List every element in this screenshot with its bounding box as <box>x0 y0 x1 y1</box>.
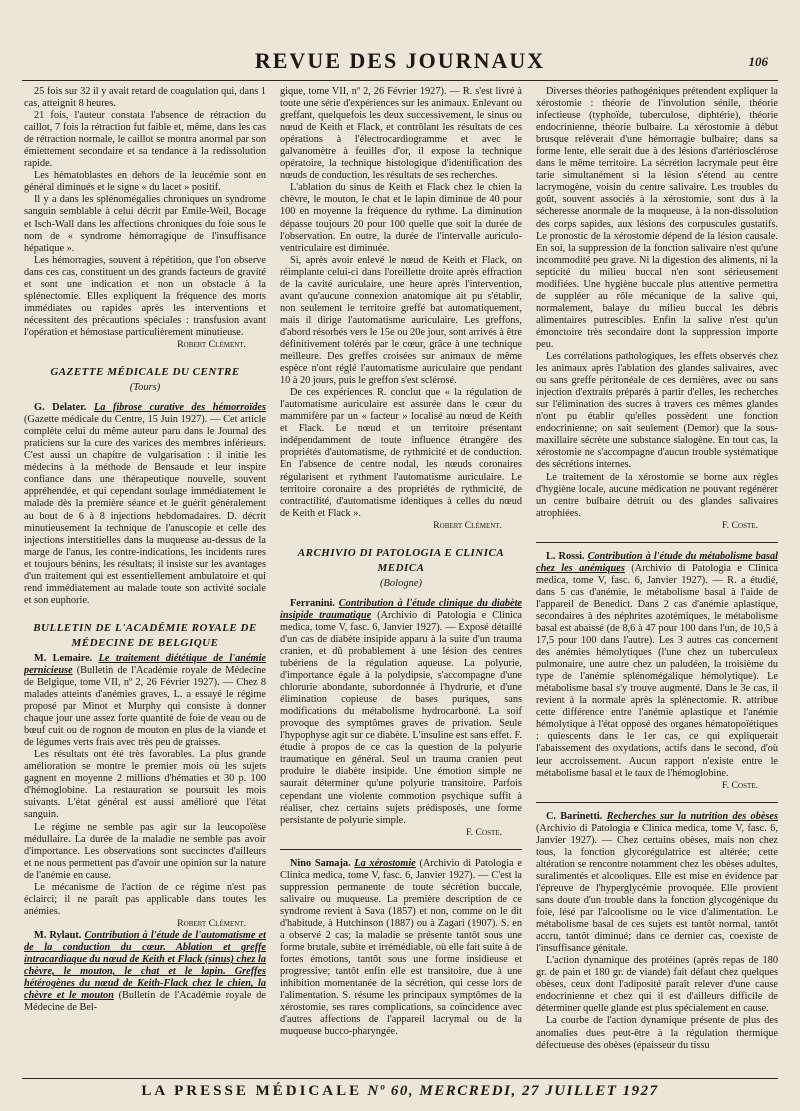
signature: Robert Clément. <box>177 338 246 350</box>
article-text: (Bulletin de l'Académie royale de Médecine de Belgique, tome VII, nº 2, 26 Février 1927). — Chez 8 malades atteints d'anémies graves, L. a essayé le régime proposé par Minot et Murphy qui consiste à donner chaque jour une assez forte quantité de foie de veau ou de bœuf cuit ou de rognon de mouton en plus de la viande et de légumes verts frais avec très peu de graisses. <box>24 664 266 749</box>
paragraph: gique, tome VII, nº 2, 26 Février 1927). — R. s'est livré à toute une série d'expériences sur les animaux. Enlevant ou greffant, quelquefois les deux successivement, le sinus ou nœud de Keith et Flack, et contrôlant les résultats de ces opérations à l'électrocardiogramme et avec le galvanomètre à feuilles d'or, il expose la technique opératoire, la technique histologique d'identification des nœuds de conduction, les résultats de ses recherches. <box>280 86 522 182</box>
paragraph: Le régime ne semble pas agir sur la leucopoïèse médullaire. La durée de la maladie ne semble pas avoir d'importance. Les observations sont succinctes d'ailleurs et ne nous permettent pas d'avoir une opinion sur la nature de l'anémie en cause. <box>24 821 266 881</box>
article-text: (Archivio di Patologia e Clinica medica, tome V, fasc. 6, Janvier 1927). — Chez certains obèses, mais non chez tous, la fonction glycorégulatrice est altérée; cette altération se rencontre notamment chez les obèses adultes, suralimentés et alcooliques. Elle est mise en évidence par l'épreuve de l'hyperglycémie provoquée. Elle provient sans doute d'un trouble dans la fonction glycogénique du foie, lésé par l'alcoolisme ou le vice d'alimentation. Le métabolisme basal de ces sujets est tantôt normal, tantôt accru, tantôt diminué; dans ce dernier cas, coexiste de l'insuffisance génitale. <box>536 822 778 955</box>
paragraph: Les corrélations pathologiques, les effets observés chez les animaux après l'ablation des glandes salivaires, avec ou sans greffe péritonéale de ces dernières, avec ou sans injection d'extraits préparés à partir d'elles, les recherches sur l'élimination des sucres à travers ces mêmes glandes n'ont pu établir qu'elles possèdent une fonction endocrinienne; on sait seulement (Demor) que la sous-maxillaire sécrète une substance sialogène. En tout cas, la xérostomie ne s'accompagne d'aucun trouble systématique des sécrétions internes. <box>536 351 778 471</box>
article-author: C. Barinetti. <box>546 810 603 822</box>
signature: F. Coste. <box>721 779 758 791</box>
article-text: (Archivio di Patologia e Clinica medica, tome V, fasc. 6, Janvier 1927). — R. a étudié, dans 5 cas d'anémie, le métabolisme basal à l'aide de l'appareil de Benedict. Dans 2 cas d'anémie aplastique, secondaires à des néphrites azotémiques, le métabolisme basal est abaissé (de 8,6 à 47 pour 100 dans l'un, de 10,5 à 17,5 pour 100 dans l'autre). Les 3 autres cas concernent des anémies hémolytiques (l'une chez un tuberculeux pulmonaire, une autre chez un paludéen, la troisième du type de l'anémie splénomégalique hémolytique). Le métabolisme basal s'y trouve augmenté. Dans le 3e cas, il revient à la normale après la splénectomie. R. attribue cette différence entre l'anémie aplastique et l'anémie hémolytique à l'état opposé des organes hématopoïétiques : quiescents dans le 1er cas, ce qui expliquerait l'abaissement des oxydations, actifs dans le second, d'où leur accroissement. Aucun rapport n'existe entre le métabolisme basal et le taux de l'hémoglobine. <box>536 562 778 779</box>
page-footer <box>0 1083 800 1100</box>
paragraph: 25 fois sur 32 il y avait retard de coagulation qui, dans 1 cas, atteignit 8 heures. <box>24 86 266 110</box>
article-text: (Archivio di Patologia e Clinica medica, tome V, fasc. 6, Janvier 1927). — C'est la suppression permanente de toute sécrétion buccale, salivaire ou muqueuse. La première description de ce syndrome revient à Sava (1857) et non, comme on le dit d'habitude, à Hutchinson (1887) ou à Zagari (1907). S. en a observé 2 cas; la maladie se présente tantôt sous une forme brutale, subite et irrémédiable, où elle fait suite à de fortes émotions, tantôt sous une forme insidieuse et progressive; tantôt enfin elle est transitoire, due à une inhibition momentanée de la sécrétion, qui cesse lors de l'alimentation. S. résume les principaux symptômes de la xérostomie, ses rares complications, sa coïncidence avec d'autres affections de l'appareil lacrymal ou de la muqueuse bucco-pharyngée. <box>280 857 522 1038</box>
article-title: Recherches sur la nutrition des obèses <box>606 810 778 822</box>
article-title: Contribution à l'étude du métabolisme basal chez les anémiques <box>536 550 778 574</box>
article-author: Ferranini. <box>290 597 335 609</box>
signature: F. Coste. <box>721 519 758 531</box>
article-author: Nino Samaja. <box>290 857 351 869</box>
article <box>280 858 522 1039</box>
article-author: G. Delater. <box>34 402 87 414</box>
article <box>536 811 778 956</box>
footer-issue: Nº 60, MERCREDI, 27 JUILLET 1927 <box>367 1083 659 1099</box>
article <box>24 930 266 1014</box>
footer-rule <box>22 1078 778 1079</box>
page-header <box>22 48 778 78</box>
paragraph: De ces expériences R. conclut que « la régulation de l'automatisme auriculaire est assurée dans le cœur du mammifère par un « facteur » localisé au nœud de Keith et Flack. Le nœud et un territoire présentant indépendamment de toute influence étrangère des propriétés d'automatisme, de rythmicité et de conduction. En l'absence de centre nodal, les nœuds coronaires régularisent et rythment l'automatisme auriculaire. Le territoire coronaire a des propriétés de rythmicité, de contractilité, d'automatisme identiques à celles du nœud de Keith et Flack ». <box>280 387 522 519</box>
column-3 <box>536 86 778 1074</box>
section-place: (Bologne) <box>380 577 422 589</box>
column-1 <box>24 86 266 1074</box>
article-author: M. Rylaut. <box>34 929 82 941</box>
paragraph: L'action dynamique des protéines (après repas de 180 gr. de pain et 180 gr. de viande) fait défaut chez quelques obèses, ceux dont l'adiposité paraît relever d'une cause endocrinienne et chez qui il est d'ailleurs difficile de déterminer quelle glande est plus spécialement en cause. <box>536 955 778 1015</box>
article <box>280 598 522 827</box>
running-title: REVUE DES JOURNAUX <box>254 48 546 73</box>
article-divider <box>536 802 778 803</box>
paragraph: Il y a dans les splénomégalies chroniques un syndrome sanguin semblable à celui décrit par Emile-Weil, Bocage et Isch-Wall dans les affections chroniques du foie sous le nom de « syndrome hémorragique de l'insuffisance hépatique ». <box>24 194 266 254</box>
article-title: Contribution à l'étude de l'automatisme et de la conduction du cœur. Ablation et greffe intracardiaque du nœud de Keith et Flack (sinus) chez la chèvre, le mouton, le chat et le lapin. Greffes hétérogènes du nœud de Keith-Flack chez le chien, la chèvre et le mouton <box>24 929 266 1002</box>
page-number: 106 <box>748 54 768 69</box>
article-text: (Archivio di Patologia e Clinica medica, tome V, fasc. 6, Janvier 1927). — Exposé détaillé d'un cas de diabète insipide apparu à la suite d'un trauma cranien, et dû probablement à une lésion des centres tubériens de la régulation aqueuse. La polyurie, d'importance égale à la polydipsie, s'accompagne d'une chlorurie abondante, subordonnée à l'hydrurie, et d'une élimination copieuse de bases puriques, sans modifications du métabolisme hydrocarboné. La soif provoque des symptômes graves de privation. Seule l'hypophyse agit sur ce diabète. L'insuline est sans effet. F. étudie à propos de ce cas la question de la polyurie traumatique en général. Seul un trauma cranien peut produire le diabète insipide. Une émotion simple ne saurait déterminer qu'une polyurie transitoire. Parfois cependant une violente commotion psychique suffit à réaliser, chez certains sujets prédisposés, une forme persistante de polyurie simple. <box>280 609 522 826</box>
article-author: M. Lemaire. <box>34 652 93 664</box>
signature: Robert Clément. <box>177 917 246 929</box>
article <box>24 653 266 749</box>
header-rule <box>22 80 778 81</box>
article-title: La xérostomie <box>354 857 416 869</box>
section-heading: GAZETTE MÉDICALE DU CENTRE <box>50 366 240 379</box>
paragraph: Le traitement de la xérostomie se borne aux règles d'hygiène locale, aucune médication ne pouvant regénérer un centre bulbaire détruit ou des glandes salivaires atrophiées. <box>536 471 778 519</box>
article-title: Contribution à l'étude clinique du diabète insipide traumatique <box>280 597 522 621</box>
article-title: Le traitement diététique de l'anémie pernicieuse <box>24 652 266 676</box>
column-2 <box>280 86 522 1074</box>
section-place: (Tours) <box>129 382 161 394</box>
article-text: (Gazette médicale du Centre, 15 Juin 1927). — Cet article complète celui du même auteur paru dans le Journal des praticiens sur la cure des varices des membres inférieurs. C'est aussi un chapitre de vulgarisation : il initie les médecins à la méthode de Bensaude et leur inspire confiance dans une thérapeutique nouvelle, souvent appréhendée, et qui cependant soulage immédiatement le malade dès la première séance et le guérit généralement au bout de 6 à 8 injections hebdomadaires. D. décrit minutieusement la technique de l'anuscopie et celle des injections interstitielles dans la muqueuse au-dessus de la marge de l'anus, les contre-indications, les incidents rares et toujours bénins, les résultats; il insiste sur les avantages d'un traitement qui est essentiellement ambulatoire et qui rend immédiatement au malade toute son activité sociale et son euphorie. <box>24 414 266 606</box>
paragraph: Le mécanisme de l'action de ce régime n'est pas éclairci; il ne paraît pas applicable dans toutes les anémies. <box>24 881 266 917</box>
paragraph: L'ablation du sinus de Keith et Flack chez le chien la chèvre, le mouton, le chat et le lapin diminue de 40 pour 100 en moyenne la fréquence du rythme. La diminution dépasse toujours 20 pour 100 quelle que soit la durée de l'observation. En outre, la durée de l'intervalle auriculo-ventriculaire est diminuée. <box>280 182 522 254</box>
article-text: (Bulletin de l'Académie royale de Médecine de Bel- <box>24 990 266 1014</box>
paragraph: Si, après avoir enlevé le nœud de Keith et Flack, on réimplante celui-ci dans l'oreillette droite après effraction de la cavité auriculaire, une heure après l'intervention, avant qu'aucune connexion anatomique ait pu s'établir, non seulement le territoire greffé bat automatiquement, mais il dirige l'automatisme auriculaire. Les greffons, d'abord résorbés vers le 15e ou 20e jour, sont arrivés à être définitivement tolérés par le cœur, grâce à une technique meilleure. Des greffes croisées sur animaux de même espèce n'ont réglé l'automatisme auriculaire que pendant 10 à 20 jours, puis le greffon s'est sclérosé. <box>280 254 522 387</box>
article <box>536 551 778 780</box>
article-title: La fibrose curative des hémorroïdes <box>93 402 266 414</box>
article-divider <box>536 542 778 543</box>
paragraph: La courbe de l'action dynamique présente de plus des anomalies dues peut-être à la régulation thermique défectueuse des obèses (épaisseur du tissu <box>536 1015 778 1051</box>
article-divider <box>280 849 522 850</box>
paragraph: Les hématoblastes en dehors de la leucémie sont en général diminués et le signe « du lacet » positif. <box>24 170 266 194</box>
signature: F. Coste. <box>465 826 502 838</box>
paragraph: 21 fois, l'auteur constata l'absence de rétraction du caillot, 7 fois la rétraction fut faible et, même, dans les cas de rétraction normale, le caillot se montra anormal par son émiettement secondaire et sa tendance à la redissolution rapide. <box>24 110 266 170</box>
paragraph: Les résultats ont été très favorables. La plus grande amélioration se montre le premier mois où les sujets gagnent en moyenne 2 millions d'hématies et 30 p. 100 d'hémoglobine. La restauration se poursuit les mois suivants. L'état général est aussi amélioré que l'état sanguin. <box>24 749 266 821</box>
footer-journal: LA PRESSE MÉDICALE <box>141 1083 363 1099</box>
article <box>24 402 266 607</box>
signature: Robert Clément. <box>433 519 502 531</box>
paragraph: Les hémorragies, souvent à répétition, que l'on observe dans ces cas, constituent un des grands facteurs de gravité et sont une indication et non un obstacle à la splénectomie. Elles expliquent la fréquence des morts immédiates ou rapides après les interventions et nécessitent des précautions spéciales : transfusion avant l'opération et hémostase particulièrement minutieuse. <box>24 254 266 338</box>
article-author: L. Rossi. <box>546 550 585 562</box>
paragraph: Diverses théories pathogéniques prétendent expliquer la xérostomie : théorie de l'involution sénile, théorie infectieuse (typhoïde, tuberculose, diphtérie), théorie endocrinienne, théorie bulbaire. La xérostomie à début brusque relèverait d'une hémorragie bulbaire; dans sa forme lente, elle serait due à des lésions d'artériosclérose dans le même territoire. La sécrétion lacrymale peut être tarie simultanément si la lésion s'étend au centre lacrymogène, voisin du centre salivaire. Les troubles du goût, souvent associés à la xérostomie, sont dus à la sécheresse anormale de la muqueuse, à la non-dissolution des corps sapides, aux lésions des corpuscules gustatifs. Le pronostic de la xérostomie dépend de la lésion causale. En soi, la suppression de la fonction salivaire n'est qu'une incommodité peu grave. Ni la digestion des aliments, ni la septicité du milieu buccal n'en sont sérieusement modifiées. Une hygiène buccale plus attentive permettra de suppléer au rôle mécanique de la salive qui, normalement, balaye du milieu buccal les débris alimentaires putrescibles. Enfin la salive n'est qu'un émonctoire très secondaire dont la suppression importe peu. <box>536 86 778 350</box>
section-heading: BULLETIN DE L'ACADÉMIE ROYALE DE MÉDECINE DE BELGIQUE <box>33 621 257 649</box>
section-heading: ARCHIVIO DI PATOLOGIA E CLINICA MEDICA <box>297 546 505 574</box>
